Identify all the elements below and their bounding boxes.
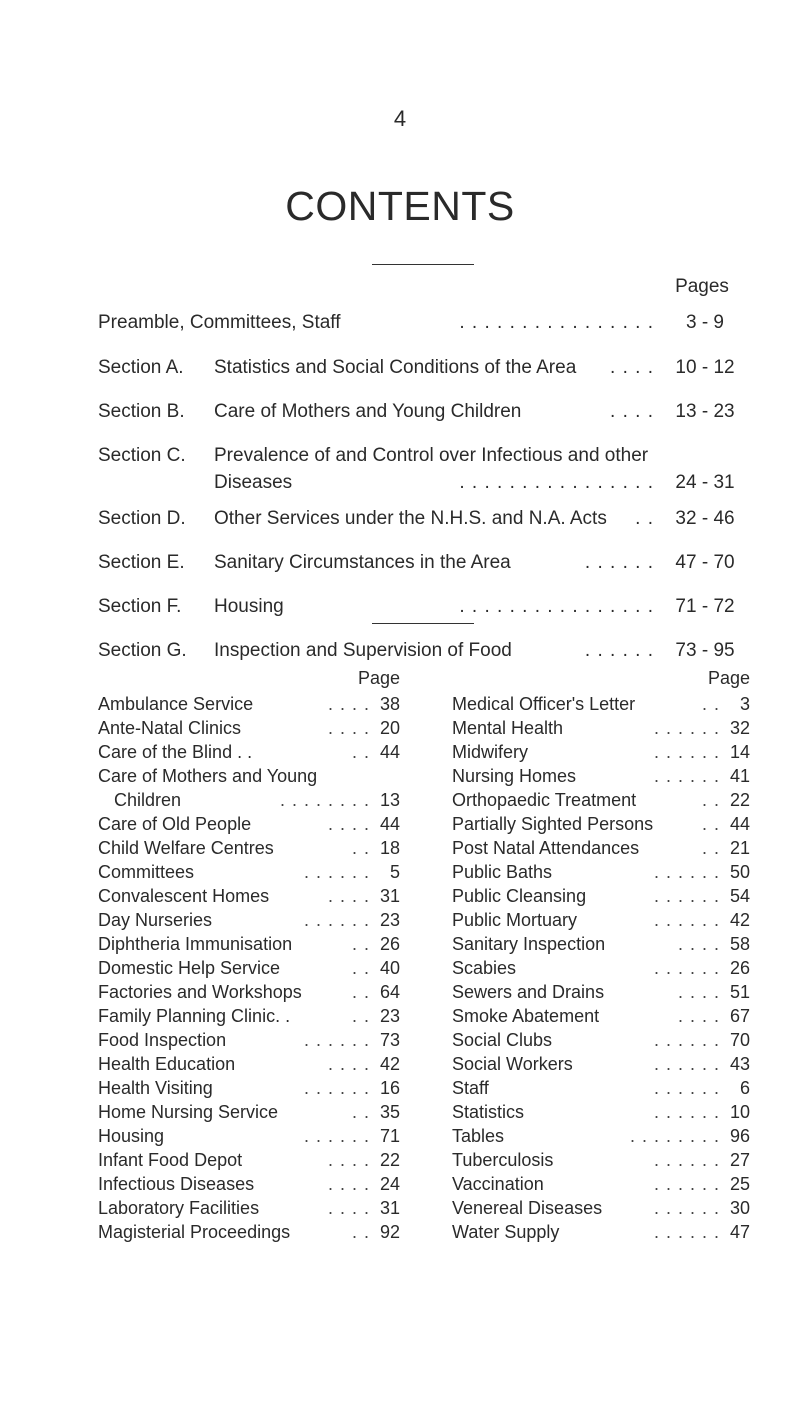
index-page-number: 26 (379, 934, 400, 954)
index-entry (98, 1172, 400, 1196)
index-entry-name: Social Workers (452, 1052, 577, 1076)
index-entry-name: Magisterial Proceedings (98, 1220, 294, 1244)
contents-page-range: 3 - 9 (685, 312, 725, 333)
index-entry-name: Tuberculosis (452, 1148, 557, 1172)
index-entry-name: Factories and Workshops (98, 980, 306, 1004)
index-entry (452, 1028, 750, 1052)
index-entry-name: Nursing Homes (452, 764, 580, 788)
index-entry (98, 692, 400, 716)
index-page-number: 10 (729, 1102, 750, 1122)
index-entry-name: Child Welfare Centres (98, 836, 278, 860)
index-entry (452, 980, 750, 1004)
index-page-number: 38 (379, 694, 400, 714)
index-page-number: 41 (729, 766, 750, 786)
contents-leader-dots: . . (635, 508, 654, 529)
index-leader-dots: . . . . (327, 1198, 370, 1218)
contents-row (98, 312, 748, 356)
index-leader-dots: . . (701, 790, 720, 810)
index-leader-dots: . . (351, 982, 370, 1002)
index-page-number: 21 (729, 838, 750, 858)
index-entry-name: Ante-Natal Clinics (98, 716, 245, 740)
index-page-number: 71 (379, 1126, 400, 1146)
index-entry-name: Smoke Abatement (452, 1004, 603, 1028)
index-entry (98, 1220, 400, 1244)
index-entry-name: Vaccination (452, 1172, 548, 1196)
index-leader-dots: . . . . . . (653, 1222, 720, 1242)
index-leader-dots: . . . . . . . . (279, 790, 370, 810)
index-page-number: 42 (379, 1054, 400, 1074)
index-leader-dots: . . (701, 838, 720, 858)
contents-leader-dots: . . . . . . . . . . . . . . . . (459, 472, 654, 493)
contents-description: Other Services under the N.H.S. and N.A. Acts (214, 508, 607, 529)
contents-section-label: Section F. (98, 596, 182, 617)
index-leader-dots: . . . . . . (653, 1078, 720, 1098)
contents-page-range: 73 - 95 (675, 640, 735, 661)
index-leader-dots: . . (351, 1102, 370, 1122)
contents-section-label: Preamble, Committees, Staff (98, 312, 341, 333)
index-entry (452, 884, 750, 908)
index-leader-dots: . . . . . . (303, 1126, 370, 1146)
index-entry (452, 692, 750, 716)
index-page-number: 25 (729, 1174, 750, 1194)
index-entry (98, 764, 400, 812)
index-entry (452, 1172, 750, 1196)
index-leader-dots: . . . . . . (653, 742, 720, 762)
contents-description: Prevalence of and Control over Infectious and other (214, 445, 649, 466)
index-entry (452, 764, 750, 788)
contents-page-range: 13 - 23 (675, 401, 735, 422)
contents-section-label: Section C. (98, 445, 186, 466)
contents-description-continued: Diseases (214, 472, 293, 493)
index-entry (452, 836, 750, 860)
index-entry (98, 908, 400, 932)
index-page-number: 43 (729, 1054, 750, 1074)
contents-section-label: Section B. (98, 401, 185, 422)
index-page-number: 40 (379, 958, 400, 978)
page-title: CONTENTS (285, 183, 515, 229)
index-page-number: 96 (729, 1126, 750, 1146)
contents-page-range: 24 - 31 (675, 472, 735, 493)
page-number: 4 (393, 106, 407, 131)
index-leader-dots: . . . . . . (303, 910, 370, 930)
index-entry (452, 1220, 750, 1244)
index-page-number: 47 (729, 1222, 750, 1242)
index-leader-dots: . . (351, 1222, 370, 1242)
index-entry (452, 716, 750, 740)
index-entry-name: Midwifery (452, 740, 532, 764)
index-leader-dots: . . . . . . (653, 886, 720, 906)
index-entry (452, 812, 750, 836)
index-entry-name: Mental Health (452, 716, 567, 740)
index-entry (98, 836, 400, 860)
index-entry (452, 1148, 750, 1172)
index-page-number: 5 (389, 862, 400, 882)
contents-row (98, 445, 748, 493)
index-entry-name-continued: Children (114, 788, 185, 812)
index-entry-name: Public Baths (452, 860, 556, 884)
index-entry (98, 1028, 400, 1052)
index-entry-name: Water Supply (452, 1220, 563, 1244)
index-entry-name: Post Natal Attendances (452, 836, 643, 860)
index-entry (452, 932, 750, 956)
index-entry (98, 1100, 400, 1124)
index-entry-name: Tables (452, 1124, 508, 1148)
index-page-number: 92 (379, 1222, 400, 1242)
contents-page-range: 32 - 46 (675, 508, 735, 529)
index-entry-name: Ambulance Service (98, 692, 257, 716)
index-page-number: 3 (739, 694, 750, 714)
index-page-number: 44 (379, 742, 400, 762)
index-entry-name: Sanitary Inspection (452, 932, 609, 956)
contents-leader-dots: . . . . . . (584, 640, 654, 661)
index-entry-name: Health Visiting (98, 1076, 217, 1100)
index-page-number: 27 (729, 1150, 750, 1170)
index-entry (452, 908, 750, 932)
index-entry-name: Orthopaedic Treatment (452, 788, 640, 812)
contents-page-range: 47 - 70 (675, 552, 735, 573)
contents-row (98, 401, 748, 445)
index-page-number: 26 (729, 958, 750, 978)
index-entry (98, 860, 400, 884)
contents-section-label: Section A. (98, 357, 184, 378)
index-entry (98, 1148, 400, 1172)
index-leader-dots: . . . . . . (653, 718, 720, 738)
index-leader-dots: . . . . . . (653, 958, 720, 978)
index-leader-dots: . . (351, 1006, 370, 1026)
index-page-number: 58 (729, 934, 750, 954)
index-entry (98, 1124, 400, 1148)
index-entry (452, 1076, 750, 1100)
index-page-number: 30 (729, 1198, 750, 1218)
index-leader-dots: . . . . (677, 934, 720, 954)
contents-leader-dots: . . . . . . . . . . . . . . . . (459, 596, 654, 617)
index-entry (452, 1052, 750, 1076)
index-page-number: 35 (379, 1102, 400, 1122)
index-entry-name: Care of the Blind . . (98, 740, 256, 764)
index-page-number: 31 (379, 1198, 400, 1218)
index-leader-dots: . . . . . . (653, 1054, 720, 1074)
index-leader-dots: . . . . . . (653, 1102, 720, 1122)
index-leader-dots: . . . . (327, 694, 370, 714)
index-page-number: 22 (729, 790, 750, 810)
index-page-number: 44 (729, 814, 750, 834)
contents-page-range: 10 - 12 (675, 357, 735, 378)
index-entry-name: Committees (98, 860, 198, 884)
index-leader-dots: . . (351, 958, 370, 978)
index-entry-name: Medical Officer's Letter (452, 692, 639, 716)
section-divider (372, 623, 474, 624)
index-leader-dots: . . . . (327, 1174, 370, 1194)
index-leader-dots: . . . . . . (653, 766, 720, 786)
contents-page-range: 71 - 72 (675, 596, 735, 617)
contents-section-label: Section D. (98, 508, 186, 529)
contents-table (0, 0, 800, 661)
index-entry (98, 1052, 400, 1076)
index-entry-name: Public Cleansing (452, 884, 590, 908)
index-entry (452, 1004, 750, 1028)
index-entry-name: Scabies (452, 956, 520, 980)
index-entry-name: Infant Food Depot (98, 1148, 246, 1172)
index-leader-dots: . . (701, 814, 720, 834)
index-entry-name: Partially Sighted Persons (452, 812, 657, 836)
index-entry-name: Laboratory Facilities (98, 1196, 263, 1220)
index-left-page-header: Page (357, 668, 400, 688)
index-entry-name: Diphtheria Immunisation (98, 932, 296, 956)
index-page-number: 50 (729, 862, 750, 882)
index-page-number: 23 (379, 1006, 400, 1026)
contents-row (98, 640, 748, 684)
index-page-number: 13 (379, 790, 400, 810)
index-entry (452, 788, 750, 812)
index-entry-name: Care of Old People (98, 812, 255, 836)
index-entry (98, 716, 400, 740)
index-leader-dots: . . . . . . . . (629, 1126, 720, 1146)
index-entry-name: Day Nurseries (98, 908, 216, 932)
index-leader-dots: . . . . . . (653, 862, 720, 882)
contents-description: Inspection and Supervision of Food (214, 640, 512, 661)
index-entry (98, 932, 400, 956)
index-leader-dots: . . . . (327, 718, 370, 738)
index-entry-name: Social Clubs (452, 1028, 556, 1052)
index-entry-name: Staff (452, 1076, 493, 1100)
contents-description: Care of Mothers and Young Children (214, 401, 522, 422)
index-leader-dots: . . . . (327, 1150, 370, 1170)
index-leader-dots: . . (351, 742, 370, 762)
contents-description: Statistics and Social Conditions of the Area (214, 357, 577, 378)
index-entry (98, 884, 400, 908)
index-entry-name: Home Nursing Service (98, 1100, 282, 1124)
index-leader-dots: . . . . . . (303, 1078, 370, 1098)
index-leader-dots: . . . . . . (653, 1198, 720, 1218)
index-leader-dots: . . . . (327, 886, 370, 906)
index-entry (98, 956, 400, 980)
index-page-number: 73 (379, 1030, 400, 1050)
index-page-number: 18 (379, 838, 400, 858)
index-entry (98, 980, 400, 1004)
index-entry (98, 740, 400, 764)
index-right-page-header: Page (707, 668, 750, 688)
contents-leader-dots: . . . . (610, 357, 654, 378)
contents-leader-dots: . . . . . . . . . . . . . . . . (459, 312, 654, 333)
contents-section-label: Section G. (98, 640, 187, 661)
index-entry-name: Statistics (452, 1100, 528, 1124)
contents-row (98, 596, 748, 640)
contents-row (98, 552, 748, 596)
index-entry (98, 1196, 400, 1220)
index-entry-name: Public Mortuary (452, 908, 581, 932)
index-page-number: 44 (379, 814, 400, 834)
contents-leader-dots: . . . . . . (584, 552, 654, 573)
index-entry-name: Sewers and Drains (452, 980, 608, 1004)
index-entry-name: Domestic Help Service (98, 956, 284, 980)
index-leader-dots: . . . . . . (653, 1150, 720, 1170)
index-page-number: 22 (379, 1150, 400, 1170)
index-page-number: 42 (729, 910, 750, 930)
index-entry (452, 1100, 750, 1124)
index-page-number: 23 (379, 910, 400, 930)
index-entry-name: Food Inspection (98, 1028, 230, 1052)
index-entry (452, 1196, 750, 1220)
index-entry (452, 860, 750, 884)
index-entry-name: Health Education (98, 1052, 239, 1076)
index-leader-dots: . . . . . . (303, 862, 370, 882)
index-leader-dots: . . (351, 838, 370, 858)
index-entry-name: Venereal Diseases (452, 1196, 606, 1220)
index-leader-dots: . . . . . . (653, 1174, 720, 1194)
index-leader-dots: . . . . . . (303, 1030, 370, 1050)
pages-column-header: Pages (675, 276, 729, 297)
index-leader-dots: . . . . (677, 1006, 720, 1026)
index-page-number: 67 (729, 1006, 750, 1026)
index-page-number: 70 (729, 1030, 750, 1050)
index-entry (98, 1004, 400, 1028)
index-entry-name: Care of Mothers and Young (98, 764, 321, 788)
index-leader-dots: . . . . (677, 982, 720, 1002)
index-page-number: 6 (739, 1078, 750, 1098)
contents-section-label: Section E. (98, 552, 185, 573)
index-leader-dots: . . . . . . (653, 1030, 720, 1050)
index-leader-dots: . . (701, 694, 720, 714)
index-page-number: 31 (379, 886, 400, 906)
contents-row (98, 357, 748, 401)
index-page-number: 20 (379, 718, 400, 738)
index-leader-dots: . . . . . . (653, 910, 720, 930)
index-entry-name: Infectious Diseases (98, 1172, 258, 1196)
index-leader-dots: . . . . (327, 814, 370, 834)
index-entry (452, 956, 750, 980)
contents-leader-dots: . . . . (610, 401, 654, 422)
contents-description: Sanitary Circumstances in the Area (214, 552, 511, 573)
index-page-number: 64 (379, 982, 400, 1002)
index-entry-name: Convalescent Homes (98, 884, 273, 908)
index-page-number: 32 (729, 718, 750, 738)
index-entry-name: Housing (98, 1124, 168, 1148)
contents-description: Housing (214, 596, 284, 617)
index-entry-name: Family Planning Clinic. . (98, 1004, 294, 1028)
index-entry (452, 740, 750, 764)
index-page-number: 54 (729, 886, 750, 906)
index-page-number: 24 (379, 1174, 400, 1194)
index-entry (452, 1124, 750, 1148)
index-entry (98, 812, 400, 836)
index-page-number: 16 (379, 1078, 400, 1098)
index-page-number: 51 (729, 982, 750, 1002)
contents-row (98, 508, 748, 552)
index-leader-dots: . . . . (327, 1054, 370, 1074)
index-leader-dots: . . (351, 934, 370, 954)
index-page-number: 14 (729, 742, 750, 762)
index-entry (98, 1076, 400, 1100)
